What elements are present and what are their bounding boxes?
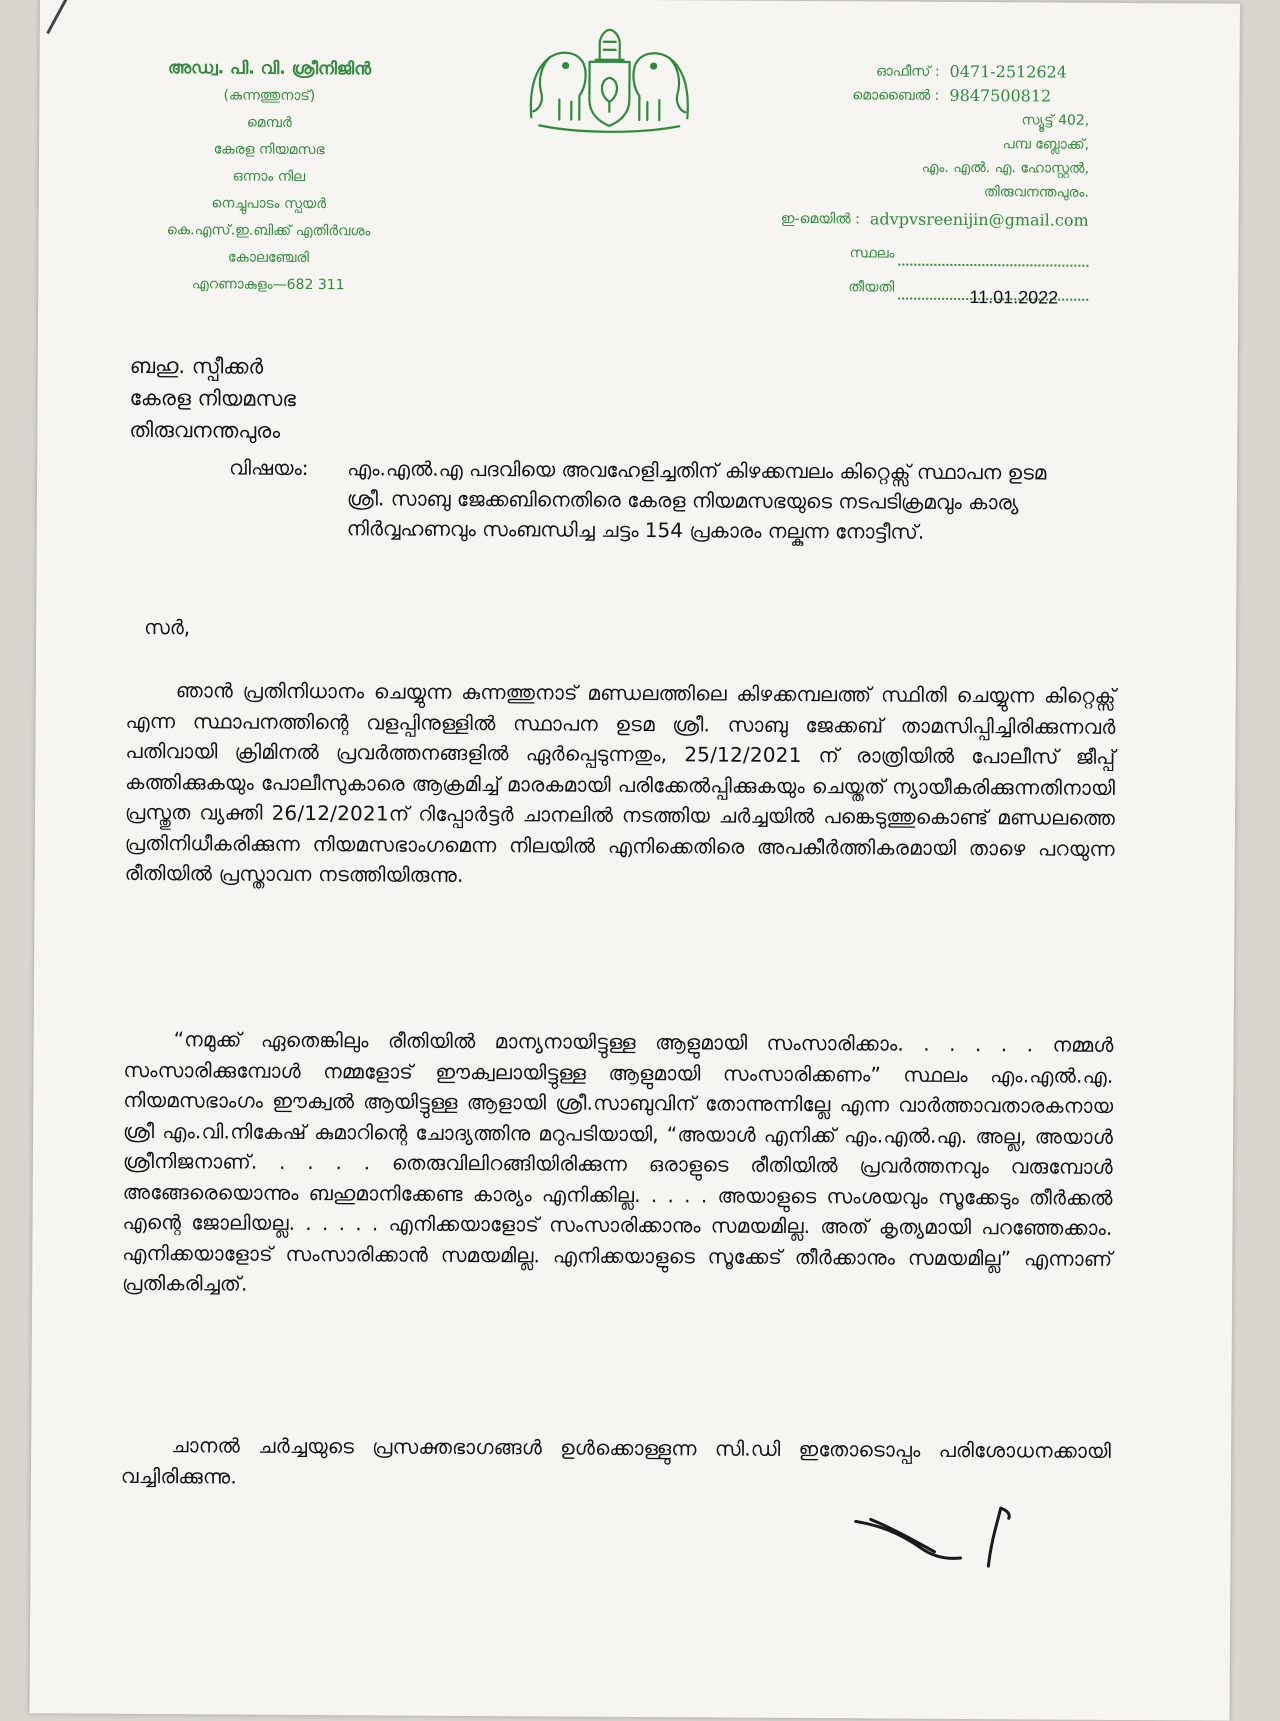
addressee-line: ബഹു. സ്പീക്കർ (129, 353, 264, 379)
date-label: തീയതി (848, 279, 895, 296)
sender-address-line: കേരള നിയമസഭ (213, 141, 325, 159)
place-field (728, 241, 1088, 267)
email-row (729, 207, 1089, 233)
letter-sheet (30, 0, 1240, 1721)
sender-address-line: എറണാകുളം—682 311 (191, 276, 345, 294)
letterhead-right (728, 59, 1089, 301)
sender-name: അഡ്വ. പി. വി. ശ്രീനിജിൻ (168, 58, 372, 80)
sender-address-line: നെച്ചുപാടം സ്പയർ (211, 195, 327, 213)
subject-block (229, 452, 1090, 547)
letterhead-left (98, 55, 439, 300)
hostel-address-line: സ്യൂട്ട് 402, (1021, 112, 1090, 129)
addressee-line: കേരള നിയമസഭ (129, 385, 296, 411)
hostel-address-line: എം. എൽ. എ. ഹോസ്റ്റൽ, (921, 159, 1090, 177)
office-phone-row (729, 59, 1089, 85)
pen-mark (46, 0, 69, 34)
email-label: ഇ-മെയിൽ : (780, 210, 860, 228)
hostel-address-line: തിരുവനന്തപുരം. (983, 184, 1089, 201)
email-address: advpvsreenijin@gmail.com (869, 209, 1089, 230)
body-paragraph: ചാനൽ ചർച്ചയുടെ പ്രസക്തഭാഗങ്ങൾ ഉൾക്കൊള്ളുന്ന സി.ഡി ഇതോടൊപ്പം പരിശോധനക്കായി വച്ചിരിക്കുന്നു. (120, 1433, 1112, 1489)
office-label: ഓഫീസ് : (875, 63, 940, 80)
salutation: സർ, (144, 614, 191, 640)
office-number: 0471-2512624 (949, 61, 1068, 82)
hostel-address-line: പമ്പ ബ്ലോക്ക്, (1002, 136, 1090, 153)
sender-address-line: മെമ്പർ (246, 114, 292, 131)
place-dotted-line (898, 250, 1088, 267)
addressee-line: തിരുവനന്തപുരം (129, 417, 281, 443)
signature (850, 1499, 1050, 1580)
body-paragraph: ഞാൻ പ്രതിനിധാനം ചെയ്യുന്ന കുന്നത്തുനാട് മണ്ഡലത്തിലെ കിഴക്കമ്പലത്ത് സ്ഥിതി ചെയ്യുന്ന കിറ്റെക്സ് എന്ന സ്ഥാപനത്തിന്റെ വളപ്പിനുള്ളിൽ സ്ഥാപന ഉടമ ശ്രീ. സാബു ജേക്കബ് താമസിപ്പിച്ചിരിക്കുന്നവർ പതിവായി ക്രിമിനൽ പ്രവർത്തനങ്ങളിൽ ഏർപ്പെടുന്നതും, 25/12/2021 ന് രാത്രിയിൽ പോലീസ് ജീപ്പ് കത്തിക്കുകയും പോലീസുകാരെ ആക്രമിച്ച് മാരകമായി പരിക്കേൽപ്പിക്കുകയും ചെയ്തത് ന്യായീകരിക്കുന്നതിനായി പ്രസ്തുത വ്യക്തി 26/12/2021ന് റിപ്പോർട്ടർ ചാനലിൽ നടത്തിയ ചർച്ചയിൽ പങ്കെടുത്തുകൊണ്ട് മണ്ഡലത്തെ പ്രതിനിധീകരിക്കുന്ന നിയമസഭാംഗമെന്ന നിലയിൽ എനിക്കെതിരെ അപകീർത്തികരമായി താഴെ പറയുന്ന രീതിയിൽ പ്രസ്താവന നടത്തിയിരുന്നു. (124, 678, 1116, 887)
sender-address-line: കെ.എസ്.ഇ.ബിക്ക് എതിർവശം (166, 222, 371, 240)
sender-address-line: ഒന്നാം നില (232, 168, 306, 185)
sender-address-line: കോലഞ്ചേരി (227, 249, 309, 266)
place-label: സ്ഥലം (849, 245, 895, 262)
kerala-emblem-icon (519, 21, 700, 142)
subject-text: എം.എൽ.എ പദവിയെ അവഹേളിച്ചതിന് കിഴക്കമ്പലം കിറ്റെക്സ് സ്ഥാപന ഉടമ ശ്രീ. സാബു ജേക്കബിനെതിരെ കേരള നിയമസഭയുടെ നടപടിക്രമവും കാര്യ നിർവ്വഹണവും സംബന്ധിച്ച ചട്ടം 154 പ്രകാരം നല്കുന്ന നോട്ടീസ്. (346, 456, 1047, 544)
letter-date: 11.01.2022 (969, 287, 1059, 308)
mobile-label: മൊബൈൽ : (852, 87, 940, 104)
subject-label: വിഷയം: (229, 455, 309, 480)
mobile-number: 9847500812 (949, 85, 1052, 106)
addressee-block (129, 350, 296, 447)
body-paragraph: “നമുക്ക് ഏതെങ്കിലും രീതിയിൽ മാന്യനായിട്ടുള്ള ആളുമായി സംസാരിക്കാം. . . . . . നമ്മൾ സംസാരിക്കുമ്പോൾ നമ്മളോട് ഈക്വലായിട്ടുള്ള ആളുമായി സംസാരിക്കണം” സ്ഥലം എം.എൽ.എ. നിയമസഭാംഗം ഈക്വൽ ആയിട്ടുള്ള ആളായി ശ്രീ.സാബുവിന് തോന്നുന്നില്ലേ എന്ന വാർത്താവതാരകനായ ശ്രീ എം.വി.നികേഷ് കുമാറിന്റെ ചോദ്യത്തിനു മറുപടിയായി, “അയാൾ എനിക്ക് എം.എൽ.എ. അല്ല, അയാൾ ശ്രീനിജനാണ്. . . . . തെരുവിലിറങ്ങിയിരിക്കുന്ന ഒരാളുടെ രീതിയിൽ പ്രവർത്തനവും വരുമ്പോൾ അങ്ങേരെയൊന്നും ബഹുമാനിക്കേണ്ട കാര്യം എനിക്കില്ല. . . . . അയാളുടെ സംശയവും സൂക്കേടും തീർക്കൽ എന്റെ ജോലിയല്ല. . . . . . എനിക്കയാളോട് സംസാരിക്കാനും സമയമില്ല. അത് കൃത്യമായി പറഞ്ഞേക്കാം. എനിക്കയാളോട് സംസാരിക്കാൻ സമയമില്ല. എനിക്കയാളുടെ സൂക്കേട് തീർക്കാനും സമയമില്ല” എന്നാണ് പ്രതികരിച്ചത്. (122, 1027, 1114, 1296)
mobile-row (729, 83, 1089, 109)
sender-constituency: (കുന്നത്തുനാട്) (223, 87, 316, 105)
